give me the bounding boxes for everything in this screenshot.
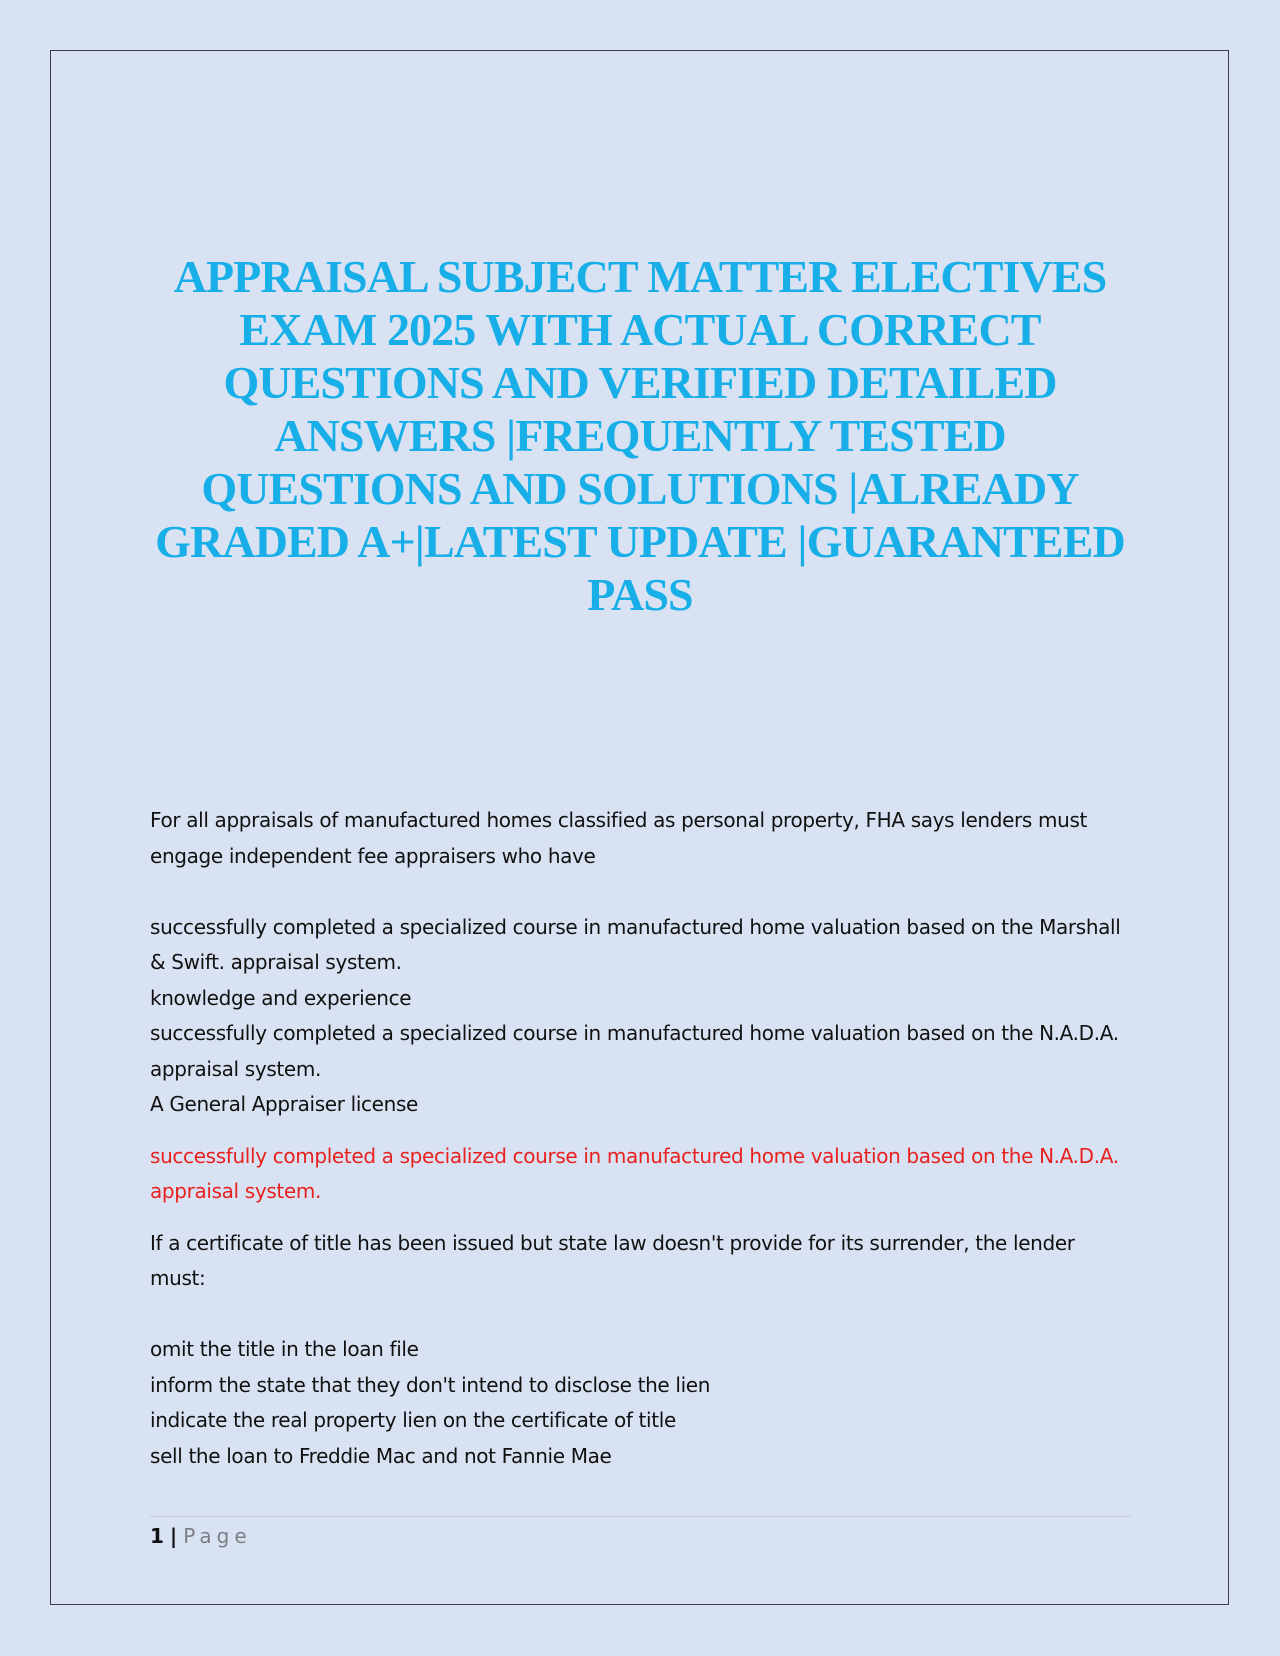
question-text: If a certificate of title has been issued but state law doesn't provide for its surrender, the lender must: [150,1230,1075,1290]
page-number: 1 [150,1524,164,1548]
question-block-2 [150,1226,1135,1475]
spacer [150,874,1135,910]
page-footer [150,1521,252,1551]
answer-option: A General Appraiser license [150,1092,418,1116]
answer-option: successfully completed a specialized course in manufactured home valuation based on the N.A.D.A. appraisal system. [150,1021,1119,1081]
answer-option: knowledge and experience [150,985,412,1010]
spacer [150,1210,1135,1226]
document-title: APPRAISAL SUBJECT MATTER ELECTIVES EXAM 2025 WITH ACTUAL CORRECT QUESTIONS AND VERIFIED DETAILED ANSWERS |FREQUENTLY TESTED QUESTIONS AND SOLUTIONS |ALREADY GRADED A+|LATEST UPDATE |GUARANTEED PASS [155,251,1125,620]
answer-option: successfully completed a specialized course in manufactured home valuation based on the Marshall & Swift. appraisal system. [150,914,1121,974]
spacer [150,1297,1135,1333]
answer-option: inform the state that they don't intend to disclose the lien [150,1372,711,1397]
correct-answer: successfully completed a specialized course in manufactured home valuation based on the N.A.D.A. appraisal system. [150,1143,1119,1203]
footer-divider [150,1516,1132,1517]
question-text: For all appraisals of manufactured homes classified as personal property, FHA says lenders must engage independent fee appraisers who have [150,808,1088,868]
answer-option: indicate the real property lien on the certificate of title [150,1408,676,1432]
question-block-1 [150,803,1135,1226]
answer-option: sell the loan to Freddie Mac and not Fannie Mae [150,1443,612,1468]
spacer [150,1123,1135,1139]
page-label: Page [183,1524,252,1548]
document-body [150,803,1135,1474]
footer-separator: | [169,1524,178,1548]
answer-option: omit the title in the loan file [150,1337,419,1361]
